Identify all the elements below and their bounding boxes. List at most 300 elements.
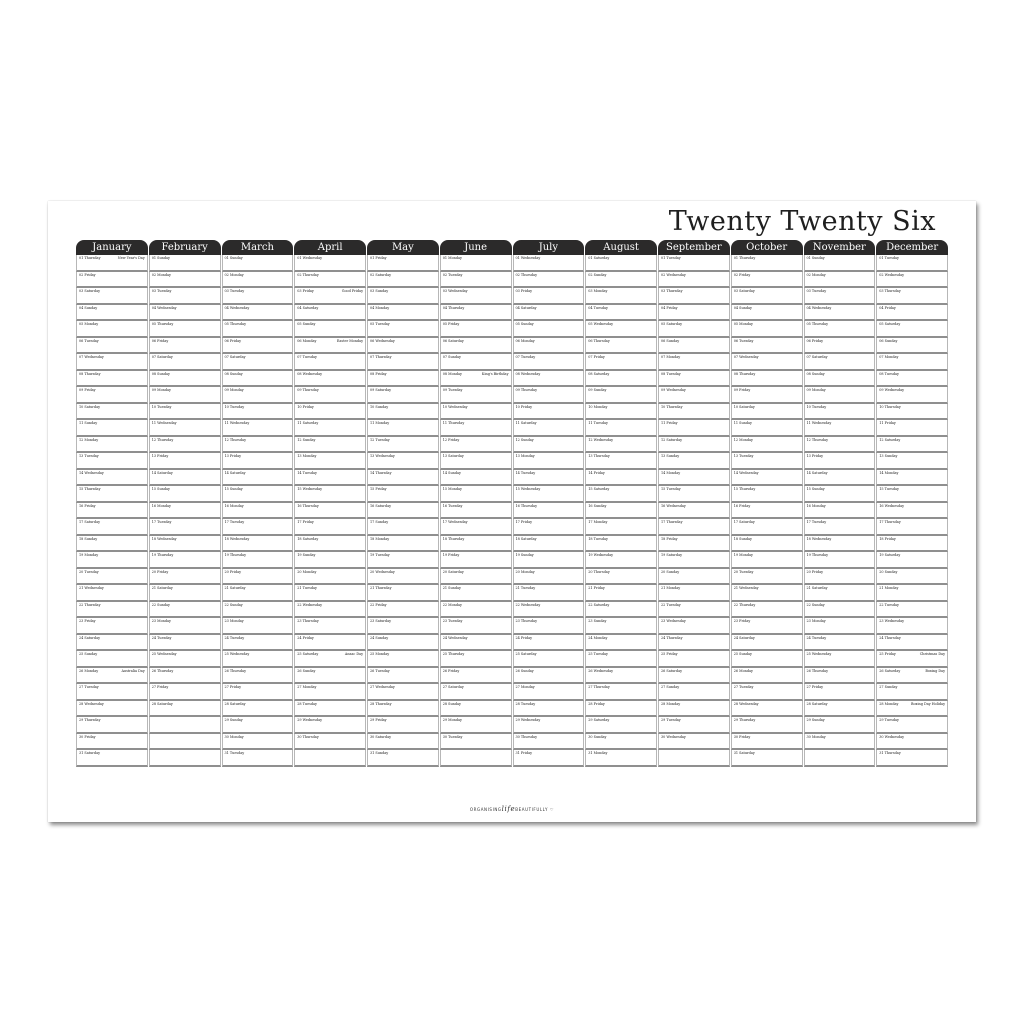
day-cell[interactable]	[804, 321, 876, 338]
day-cell[interactable]	[804, 569, 876, 586]
day-cell[interactable]	[585, 387, 657, 404]
day-cell[interactable]	[585, 420, 657, 437]
day-cell[interactable]	[149, 585, 221, 602]
day-cell[interactable]	[585, 321, 657, 338]
day-cell[interactable]	[367, 569, 439, 586]
day-cell[interactable]	[731, 321, 803, 338]
day-cell[interactable]	[149, 486, 221, 503]
day-cell[interactable]	[513, 618, 585, 635]
day-cell[interactable]	[876, 684, 948, 701]
day-cell[interactable]	[731, 701, 803, 718]
day-cell[interactable]	[222, 288, 294, 305]
day-cell[interactable]	[367, 387, 439, 404]
day-cell[interactable]	[76, 618, 148, 635]
day-cell[interactable]	[367, 272, 439, 289]
day-cell[interactable]	[76, 486, 148, 503]
day-cell[interactable]	[804, 552, 876, 569]
day-cell[interactable]	[585, 536, 657, 553]
day-cell[interactable]	[658, 701, 730, 718]
day-cell[interactable]	[585, 437, 657, 454]
day-cell[interactable]	[76, 734, 148, 751]
day-cell[interactable]	[513, 288, 585, 305]
day-cell[interactable]	[222, 371, 294, 388]
day-cell[interactable]	[294, 734, 366, 751]
day-cell[interactable]	[149, 437, 221, 454]
day-cell[interactable]	[76, 354, 148, 371]
day-cell[interactable]	[76, 420, 148, 437]
day-cell[interactable]	[658, 569, 730, 586]
day-cell[interactable]	[149, 569, 221, 586]
day-cell[interactable]	[440, 734, 512, 751]
day-cell[interactable]	[76, 750, 148, 767]
day-cell[interactable]	[367, 717, 439, 734]
day-cell[interactable]	[440, 437, 512, 454]
day-cell[interactable]	[804, 536, 876, 553]
day-cell[interactable]	[149, 684, 221, 701]
day-cell[interactable]	[876, 321, 948, 338]
day-cell[interactable]	[440, 371, 512, 388]
day-cell[interactable]	[222, 387, 294, 404]
day-cell[interactable]	[294, 519, 366, 536]
day-cell[interactable]	[294, 404, 366, 421]
day-cell[interactable]	[440, 486, 512, 503]
day-cell[interactable]	[658, 552, 730, 569]
day-cell[interactable]	[658, 734, 730, 751]
day-cell[interactable]	[367, 420, 439, 437]
day-cell[interactable]	[294, 354, 366, 371]
day-cell[interactable]	[294, 635, 366, 652]
day-cell[interactable]	[76, 585, 148, 602]
day-cell[interactable]	[440, 717, 512, 734]
day-cell[interactable]	[731, 717, 803, 734]
day-cell[interactable]	[585, 404, 657, 421]
day-cell[interactable]	[440, 420, 512, 437]
day-cell[interactable]	[804, 338, 876, 355]
day-cell[interactable]	[731, 420, 803, 437]
day-cell[interactable]	[367, 750, 439, 767]
day-cell[interactable]	[294, 569, 366, 586]
day-cell[interactable]	[513, 255, 585, 272]
day-cell[interactable]	[804, 404, 876, 421]
day-cell[interactable]	[76, 668, 148, 685]
day-cell[interactable]	[294, 651, 366, 668]
day-cell[interactable]	[76, 288, 148, 305]
day-cell[interactable]	[585, 288, 657, 305]
day-cell[interactable]	[222, 420, 294, 437]
day-cell[interactable]	[731, 305, 803, 322]
day-cell[interactable]	[294, 503, 366, 520]
day-cell[interactable]	[513, 486, 585, 503]
day-cell[interactable]	[294, 585, 366, 602]
day-cell[interactable]	[294, 750, 366, 767]
day-cell[interactable]	[222, 668, 294, 685]
day-cell[interactable]	[367, 305, 439, 322]
day-cell[interactable]	[222, 717, 294, 734]
day-cell[interactable]	[513, 371, 585, 388]
day-cell[interactable]	[440, 585, 512, 602]
day-cell[interactable]	[513, 453, 585, 470]
day-cell[interactable]	[76, 519, 148, 536]
day-cell[interactable]	[731, 437, 803, 454]
day-cell[interactable]	[440, 519, 512, 536]
day-cell[interactable]	[731, 470, 803, 487]
day-cell[interactable]	[440, 354, 512, 371]
day-cell[interactable]	[804, 503, 876, 520]
day-cell[interactable]	[658, 668, 730, 685]
day-cell[interactable]	[367, 453, 439, 470]
day-cell[interactable]	[876, 618, 948, 635]
day-cell[interactable]	[76, 321, 148, 338]
day-cell[interactable]	[804, 717, 876, 734]
day-cell[interactable]	[367, 470, 439, 487]
day-cell[interactable]	[513, 519, 585, 536]
day-cell[interactable]	[731, 453, 803, 470]
day-cell[interactable]	[294, 305, 366, 322]
day-cell[interactable]	[876, 420, 948, 437]
day-cell[interactable]	[513, 701, 585, 718]
day-cell[interactable]	[222, 651, 294, 668]
day-cell[interactable]	[294, 387, 366, 404]
day-cell[interactable]	[658, 750, 730, 767]
day-cell[interactable]	[513, 717, 585, 734]
day-cell[interactable]	[585, 338, 657, 355]
day-cell[interactable]	[367, 585, 439, 602]
day-cell[interactable]	[804, 684, 876, 701]
day-cell[interactable]	[658, 354, 730, 371]
day-cell[interactable]	[76, 635, 148, 652]
day-cell[interactable]	[76, 602, 148, 619]
day-cell[interactable]	[658, 651, 730, 668]
day-cell[interactable]	[876, 437, 948, 454]
day-cell[interactable]	[294, 618, 366, 635]
day-cell[interactable]	[585, 305, 657, 322]
day-cell[interactable]	[513, 354, 585, 371]
day-cell[interactable]	[804, 272, 876, 289]
day-cell[interactable]	[76, 651, 148, 668]
day-cell[interactable]	[658, 470, 730, 487]
day-cell[interactable]	[222, 486, 294, 503]
day-cell[interactable]	[76, 569, 148, 586]
day-cell[interactable]	[585, 552, 657, 569]
day-cell[interactable]	[440, 255, 512, 272]
day-cell[interactable]	[513, 321, 585, 338]
day-cell[interactable]	[440, 569, 512, 586]
day-cell[interactable]	[294, 536, 366, 553]
day-cell[interactable]	[585, 371, 657, 388]
day-cell[interactable]	[658, 684, 730, 701]
day-cell[interactable]	[658, 305, 730, 322]
day-cell[interactable]	[658, 717, 730, 734]
day-cell[interactable]	[222, 635, 294, 652]
day-cell[interactable]	[294, 321, 366, 338]
day-cell[interactable]	[731, 338, 803, 355]
day-cell[interactable]	[222, 255, 294, 272]
day-cell[interactable]	[222, 569, 294, 586]
day-cell[interactable]	[658, 453, 730, 470]
day-cell[interactable]	[876, 371, 948, 388]
day-cell[interactable]	[222, 602, 294, 619]
day-cell[interactable]	[585, 684, 657, 701]
day-cell[interactable]	[804, 371, 876, 388]
day-cell[interactable]	[513, 338, 585, 355]
day-cell[interactable]	[731, 272, 803, 289]
day-cell[interactable]	[76, 371, 148, 388]
day-cell[interactable]	[294, 288, 366, 305]
day-cell[interactable]	[149, 305, 221, 322]
day-cell[interactable]	[731, 387, 803, 404]
day-cell[interactable]	[149, 404, 221, 421]
day-cell[interactable]	[804, 668, 876, 685]
day-cell[interactable]	[876, 470, 948, 487]
day-cell[interactable]	[149, 288, 221, 305]
day-cell[interactable]	[513, 305, 585, 322]
day-cell[interactable]	[804, 288, 876, 305]
day-cell[interactable]	[658, 288, 730, 305]
day-cell[interactable]	[876, 338, 948, 355]
day-cell[interactable]	[440, 651, 512, 668]
day-cell[interactable]	[222, 585, 294, 602]
day-cell[interactable]	[658, 519, 730, 536]
day-cell[interactable]	[76, 552, 148, 569]
day-cell[interactable]	[367, 635, 439, 652]
day-cell[interactable]	[585, 272, 657, 289]
day-cell[interactable]	[367, 552, 439, 569]
day-cell[interactable]	[585, 668, 657, 685]
day-cell[interactable]	[513, 585, 585, 602]
day-cell[interactable]	[658, 321, 730, 338]
day-cell[interactable]	[149, 651, 221, 668]
day-cell[interactable]	[440, 701, 512, 718]
day-cell[interactable]	[367, 338, 439, 355]
day-cell[interactable]	[440, 404, 512, 421]
day-cell[interactable]	[222, 536, 294, 553]
day-cell[interactable]	[440, 635, 512, 652]
day-cell[interactable]	[731, 684, 803, 701]
day-cell[interactable]	[658, 420, 730, 437]
day-cell[interactable]	[658, 486, 730, 503]
day-cell[interactable]	[513, 684, 585, 701]
day-cell[interactable]	[367, 536, 439, 553]
day-cell[interactable]	[294, 437, 366, 454]
day-cell[interactable]	[76, 684, 148, 701]
day-cell[interactable]	[731, 569, 803, 586]
day-cell[interactable]	[585, 717, 657, 734]
day-cell[interactable]	[876, 288, 948, 305]
day-cell[interactable]	[658, 387, 730, 404]
day-cell[interactable]	[294, 684, 366, 701]
day-cell[interactable]	[76, 470, 148, 487]
day-cell[interactable]	[804, 453, 876, 470]
day-cell[interactable]	[658, 338, 730, 355]
day-cell[interactable]	[440, 288, 512, 305]
day-cell[interactable]	[731, 371, 803, 388]
day-cell[interactable]	[876, 635, 948, 652]
day-cell[interactable]	[367, 255, 439, 272]
day-cell[interactable]	[222, 552, 294, 569]
day-cell[interactable]	[149, 255, 221, 272]
day-cell[interactable]	[222, 750, 294, 767]
day-cell[interactable]	[731, 585, 803, 602]
day-cell[interactable]	[440, 305, 512, 322]
day-cell[interactable]	[513, 470, 585, 487]
day-cell[interactable]	[658, 602, 730, 619]
day-cell[interactable]	[876, 503, 948, 520]
day-cell[interactable]	[658, 255, 730, 272]
day-cell[interactable]	[76, 305, 148, 322]
day-cell[interactable]	[513, 734, 585, 751]
day-cell[interactable]	[876, 536, 948, 553]
day-cell[interactable]	[804, 651, 876, 668]
day-cell[interactable]	[731, 602, 803, 619]
day-cell[interactable]	[731, 536, 803, 553]
day-cell[interactable]	[76, 717, 148, 734]
day-cell[interactable]	[294, 453, 366, 470]
day-cell[interactable]	[804, 420, 876, 437]
day-cell[interactable]	[658, 585, 730, 602]
day-cell[interactable]	[149, 338, 221, 355]
day-cell[interactable]	[222, 321, 294, 338]
day-cell[interactable]	[804, 470, 876, 487]
day-cell[interactable]	[658, 618, 730, 635]
day-cell[interactable]	[222, 338, 294, 355]
day-cell[interactable]	[731, 635, 803, 652]
day-cell[interactable]	[731, 519, 803, 536]
day-cell[interactable]	[804, 701, 876, 718]
day-cell[interactable]	[149, 503, 221, 520]
day-cell[interactable]	[440, 503, 512, 520]
day-cell[interactable]	[367, 437, 439, 454]
day-cell[interactable]	[731, 288, 803, 305]
day-cell[interactable]	[367, 519, 439, 536]
day-cell[interactable]	[876, 734, 948, 751]
day-cell[interactable]	[367, 618, 439, 635]
day-cell[interactable]	[804, 486, 876, 503]
day-cell[interactable]	[731, 486, 803, 503]
day-cell[interactable]	[513, 569, 585, 586]
day-cell[interactable]	[367, 602, 439, 619]
day-cell[interactable]	[804, 750, 876, 767]
day-cell[interactable]	[876, 354, 948, 371]
day-cell[interactable]	[440, 387, 512, 404]
day-cell[interactable]	[876, 717, 948, 734]
day-cell[interactable]	[76, 701, 148, 718]
day-cell[interactable]	[76, 387, 148, 404]
day-cell[interactable]	[222, 684, 294, 701]
day-cell[interactable]	[658, 503, 730, 520]
day-cell[interactable]	[367, 371, 439, 388]
day-cell[interactable]	[294, 486, 366, 503]
day-cell[interactable]	[513, 404, 585, 421]
day-cell[interactable]	[440, 453, 512, 470]
day-cell[interactable]	[440, 536, 512, 553]
day-cell[interactable]	[804, 387, 876, 404]
day-cell[interactable]	[149, 420, 221, 437]
day-cell[interactable]	[585, 734, 657, 751]
day-cell[interactable]	[513, 602, 585, 619]
day-cell[interactable]	[76, 437, 148, 454]
day-cell[interactable]	[222, 701, 294, 718]
day-cell[interactable]	[876, 668, 948, 685]
day-cell[interactable]	[513, 437, 585, 454]
day-cell[interactable]	[804, 635, 876, 652]
day-cell[interactable]	[149, 635, 221, 652]
day-cell[interactable]	[585, 569, 657, 586]
day-cell[interactable]	[440, 684, 512, 701]
day-cell[interactable]	[76, 453, 148, 470]
day-cell[interactable]	[294, 338, 366, 355]
day-cell[interactable]	[585, 453, 657, 470]
day-cell[interactable]	[149, 371, 221, 388]
day-cell[interactable]	[585, 602, 657, 619]
day-cell[interactable]	[149, 750, 221, 767]
day-cell[interactable]	[804, 618, 876, 635]
day-cell[interactable]	[367, 668, 439, 685]
day-cell[interactable]	[731, 651, 803, 668]
day-cell[interactable]	[585, 585, 657, 602]
day-cell[interactable]	[658, 404, 730, 421]
day-cell[interactable]	[513, 635, 585, 652]
day-cell[interactable]	[222, 354, 294, 371]
day-cell[interactable]	[222, 470, 294, 487]
day-cell[interactable]	[876, 272, 948, 289]
day-cell[interactable]	[367, 651, 439, 668]
day-cell[interactable]	[804, 437, 876, 454]
day-cell[interactable]	[367, 486, 439, 503]
day-cell[interactable]	[149, 321, 221, 338]
day-cell[interactable]	[222, 272, 294, 289]
day-cell[interactable]	[658, 437, 730, 454]
day-cell[interactable]	[440, 470, 512, 487]
day-cell[interactable]	[149, 734, 221, 751]
day-cell[interactable]	[367, 684, 439, 701]
day-cell[interactable]	[76, 503, 148, 520]
day-cell[interactable]	[222, 453, 294, 470]
day-cell[interactable]	[804, 255, 876, 272]
day-cell[interactable]	[367, 734, 439, 751]
day-cell[interactable]	[585, 750, 657, 767]
day-cell[interactable]	[876, 585, 948, 602]
day-cell[interactable]	[440, 750, 512, 767]
day-cell[interactable]	[149, 618, 221, 635]
day-cell[interactable]	[585, 618, 657, 635]
day-cell[interactable]	[367, 321, 439, 338]
day-cell[interactable]	[294, 255, 366, 272]
day-cell[interactable]	[76, 272, 148, 289]
day-cell[interactable]	[804, 354, 876, 371]
day-cell[interactable]	[513, 536, 585, 553]
day-cell[interactable]	[294, 602, 366, 619]
day-cell[interactable]	[440, 552, 512, 569]
day-cell[interactable]	[585, 635, 657, 652]
day-cell[interactable]	[585, 503, 657, 520]
day-cell[interactable]	[513, 503, 585, 520]
day-cell[interactable]	[731, 618, 803, 635]
day-cell[interactable]	[731, 503, 803, 520]
day-cell[interactable]	[731, 668, 803, 685]
day-cell[interactable]	[76, 404, 148, 421]
day-cell[interactable]	[294, 668, 366, 685]
day-cell[interactable]	[731, 255, 803, 272]
day-cell[interactable]	[149, 272, 221, 289]
day-cell[interactable]	[149, 470, 221, 487]
day-cell[interactable]	[585, 470, 657, 487]
day-cell[interactable]	[876, 602, 948, 619]
day-cell[interactable]	[294, 552, 366, 569]
day-cell[interactable]	[294, 701, 366, 718]
day-cell[interactable]	[149, 519, 221, 536]
day-cell[interactable]	[367, 701, 439, 718]
day-cell[interactable]	[513, 750, 585, 767]
